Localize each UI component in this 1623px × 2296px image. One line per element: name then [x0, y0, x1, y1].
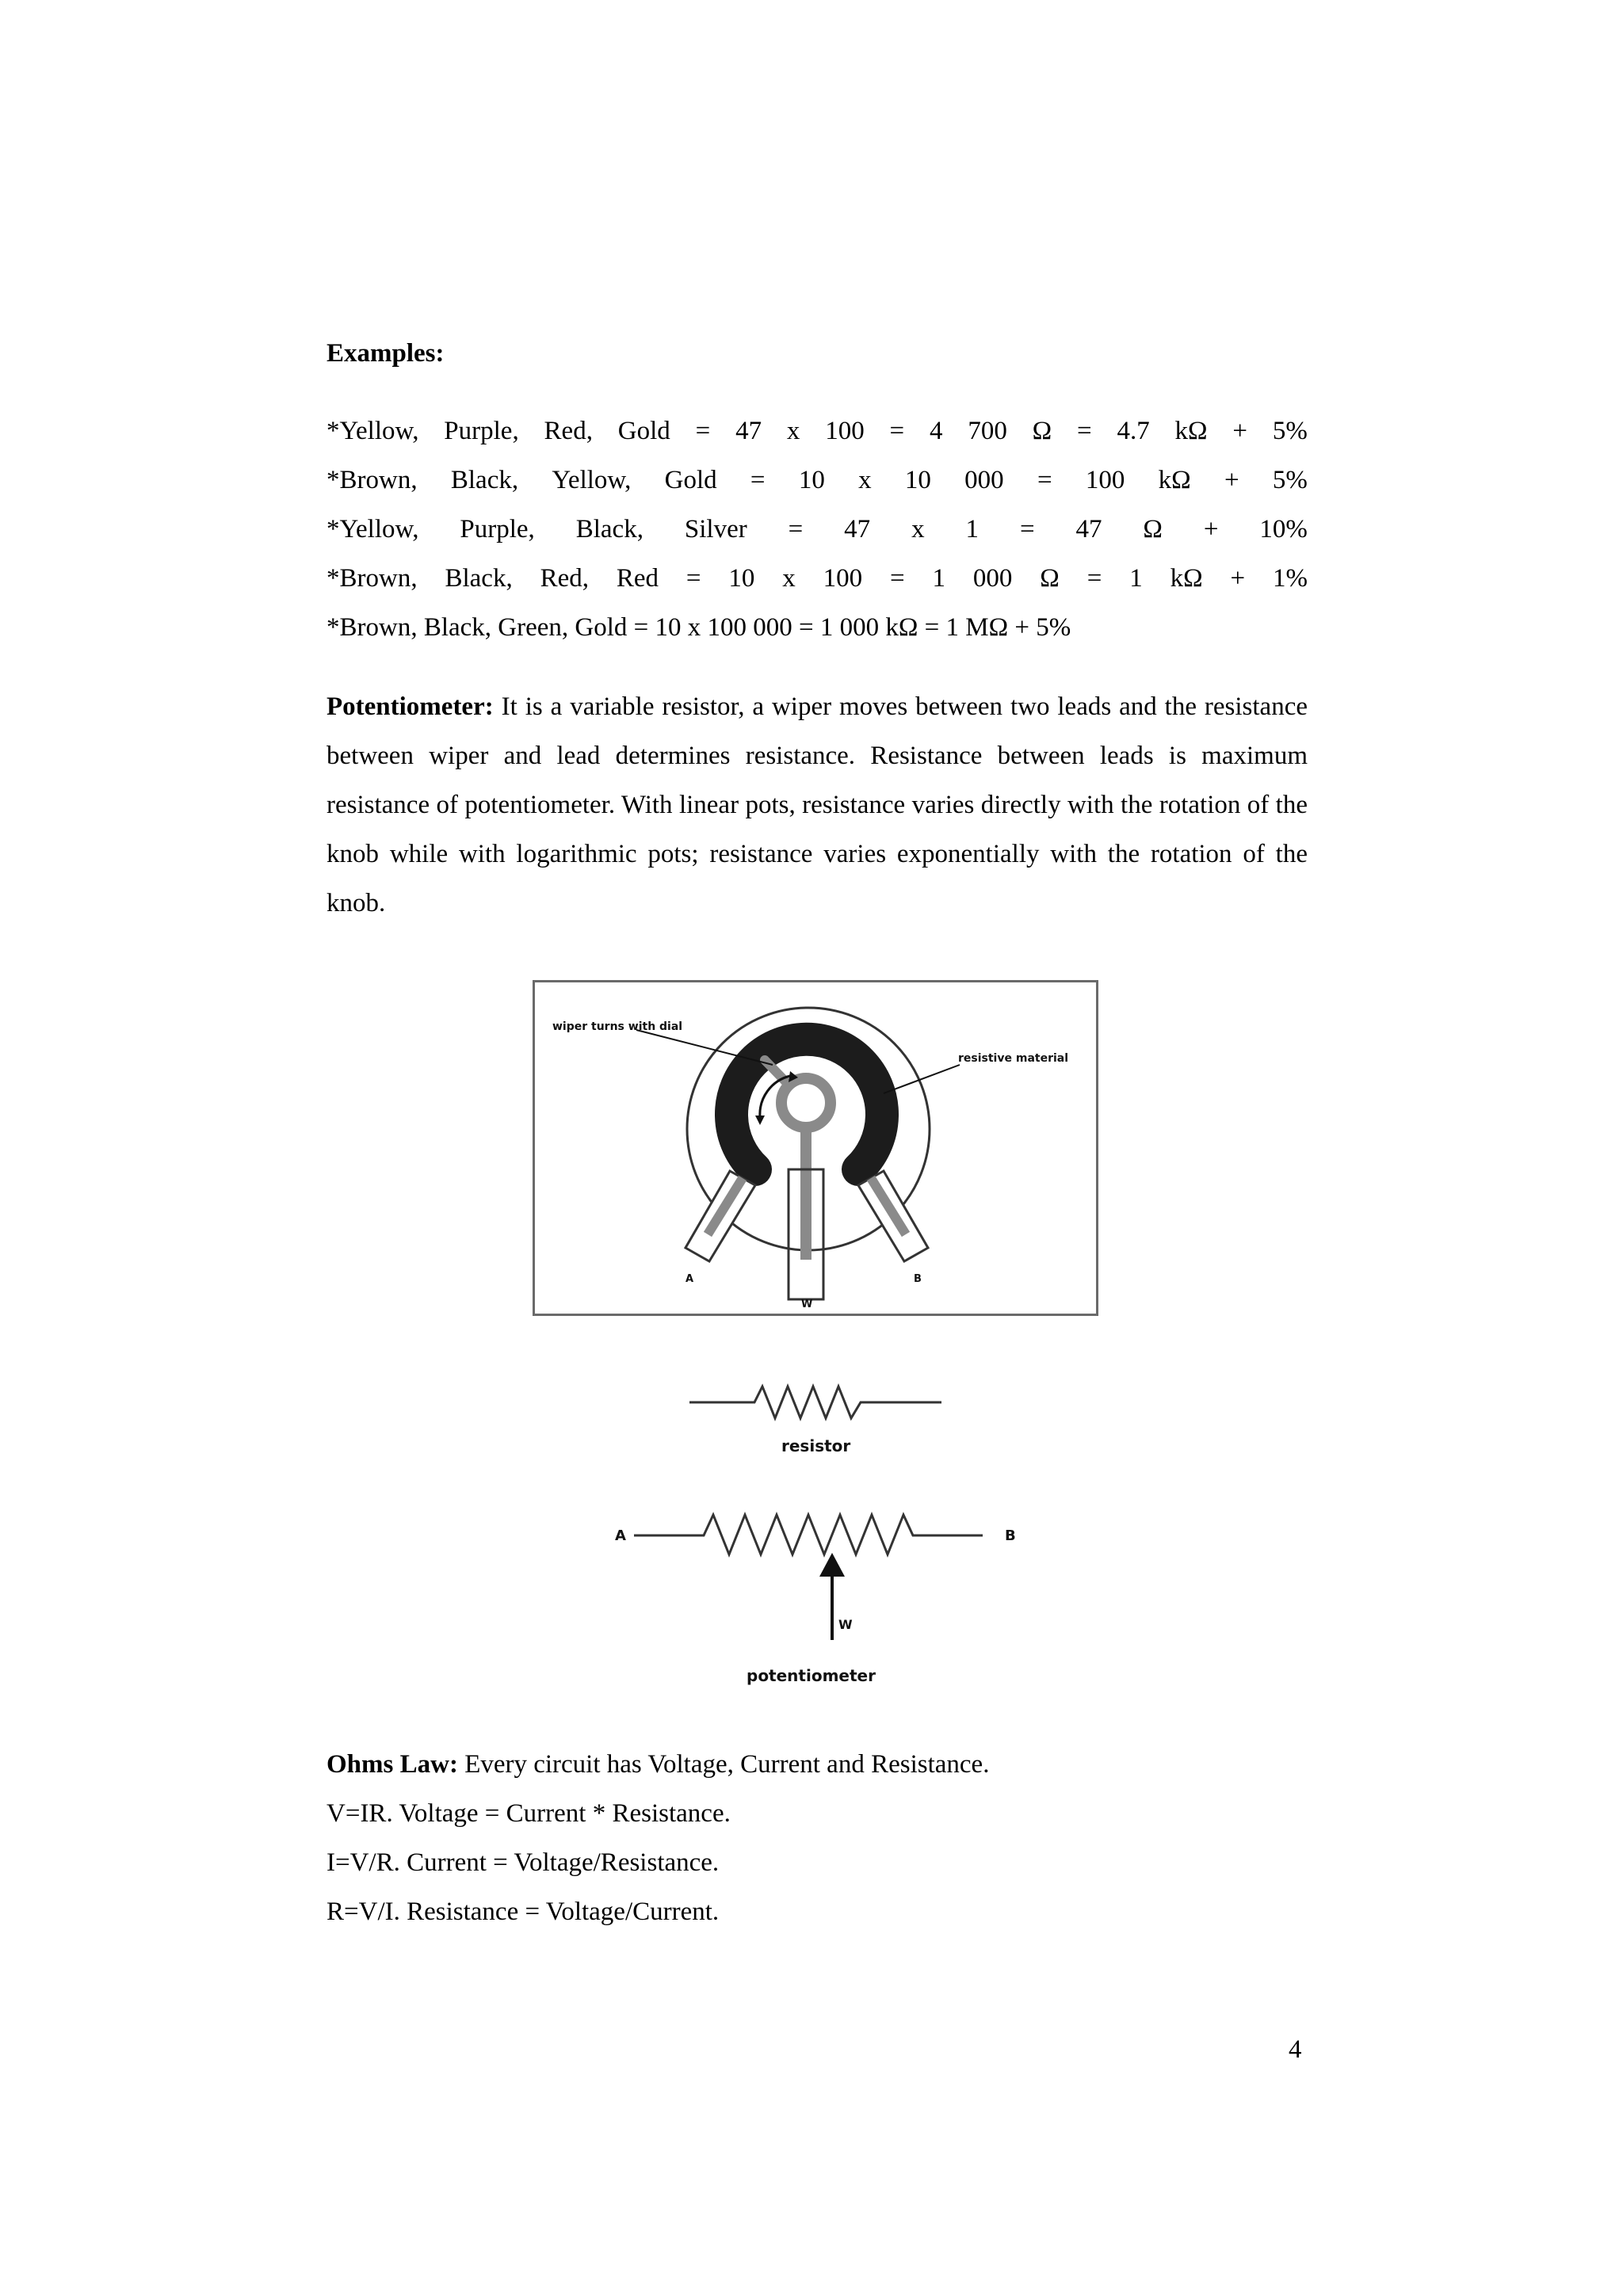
- example-token: Gold: [617, 417, 670, 445]
- resistor-zigzag: [689, 1386, 941, 1418]
- example-token: +: [1230, 564, 1246, 593]
- example-line-1: [327, 406, 1308, 456]
- example-token: x: [911, 515, 925, 543]
- example-token: Yellow,: [552, 466, 632, 494]
- example-token: =: [1086, 564, 1102, 593]
- pot-a-label: A: [615, 1527, 626, 1544]
- example-token: Red,: [544, 417, 593, 445]
- example-token: =: [890, 564, 905, 593]
- example-token: 10%: [1259, 515, 1308, 543]
- example-token: +: [1224, 466, 1239, 494]
- example-token: 10: [904, 466, 931, 494]
- example-token: Gold: [664, 466, 717, 494]
- example-token: 47: [735, 417, 762, 445]
- example-token: +: [1203, 515, 1219, 543]
- wiper-label: wiper turns with dial: [552, 1020, 683, 1033]
- example-line-2: [327, 456, 1308, 505]
- example-token: Ω: [1040, 564, 1060, 593]
- example-token: 100: [823, 564, 863, 593]
- example-line-3: [327, 505, 1308, 554]
- example-token: =: [788, 515, 804, 543]
- potentiometer-lead: Potentiometer:: [327, 692, 494, 721]
- example-token: =: [1037, 466, 1052, 494]
- potentiometer-figure: [533, 980, 1098, 1316]
- page-number: 4: [1289, 2035, 1302, 2064]
- example-token: *Yellow,: [327, 417, 419, 445]
- lead-a-label: A: [685, 1273, 694, 1285]
- example-token: 1: [932, 564, 946, 593]
- example-token: 10: [798, 466, 825, 494]
- ohms-law-voltage: V=IR. Voltage = Current * Resistance.: [327, 1799, 731, 1828]
- example-token: 000: [972, 564, 1013, 593]
- example-token: Purple,: [460, 515, 535, 543]
- example-token: 000: [964, 466, 1004, 494]
- example-token: =: [750, 466, 766, 494]
- material-label: resistive material: [958, 1052, 1069, 1065]
- example-token: *Brown,: [327, 564, 418, 593]
- pot-label: potentiometer: [747, 1666, 876, 1685]
- ohms-law-current: I=V/R. Current = Voltage/Resistance.: [327, 1848, 720, 1877]
- example-token: 5%: [1272, 466, 1308, 494]
- example-token: Ω: [1143, 515, 1163, 543]
- example-token: Purple,: [444, 417, 519, 445]
- pot-b-label: B: [1005, 1527, 1016, 1544]
- example-token: *Yellow,: [327, 515, 419, 543]
- pot-zigzag: [634, 1515, 983, 1554]
- example-token: 4.7: [1117, 417, 1150, 445]
- example-token: x: [786, 417, 800, 445]
- example-token: =: [695, 417, 711, 445]
- example-token: 1: [965, 515, 980, 543]
- example-token: 10: [728, 564, 755, 593]
- potentiometer-paragraph: [327, 682, 1308, 928]
- examples-list: [327, 406, 1308, 652]
- lead-b-label: B: [914, 1273, 922, 1285]
- example-token: Black,: [575, 515, 643, 543]
- example-token: +: [1232, 417, 1248, 445]
- example-token: =: [685, 564, 701, 593]
- resistor-symbol: [688, 1379, 945, 1458]
- example-token: 100: [825, 417, 865, 445]
- example-line-4: [327, 554, 1308, 603]
- example-token: =: [1019, 515, 1035, 543]
- example-token: 47: [1075, 515, 1102, 543]
- example-token: 100: [1085, 466, 1125, 494]
- example-token: 1%: [1272, 564, 1308, 593]
- example-token: =: [889, 417, 905, 445]
- potentiometer-symbol: [610, 1505, 1022, 1695]
- example-token: 5%: [1272, 417, 1308, 445]
- example-token: x: [858, 466, 872, 494]
- pot-w-label: W: [838, 1617, 853, 1632]
- example-token: x: [782, 564, 796, 593]
- example-token: Black,: [450, 466, 519, 494]
- wiper-arrow-icon: [819, 1553, 845, 1577]
- example-token: Silver: [684, 515, 747, 543]
- lead-w-label: W: [801, 1299, 813, 1310]
- ohms-law-text: Every circuit has Voltage, Current and Resistance.: [457, 1750, 990, 1779]
- example-token: =: [1077, 417, 1092, 445]
- resistor-label: resistor: [781, 1436, 851, 1455]
- ohms-law-intro: [327, 1740, 1308, 1789]
- example-token: Red: [616, 564, 659, 593]
- example-token: kΩ: [1158, 466, 1191, 494]
- ohms-law-resistance: R=V/I. Resistance = Voltage/Current.: [327, 1897, 720, 1926]
- example-token: 47: [844, 515, 871, 543]
- potentiometer-text: It is a variable resistor, a wiper moves between two leads and the resistance between wiper and lead determines resistance. Resistance between leads is maximum resistance of potentiometer. With linear pots, resistance varies directly with the rotation of the knob while with logarithmic pots; resistance varies exponentially with the rotation of the knob.: [327, 692, 1308, 917]
- example-token: kΩ: [1170, 564, 1203, 593]
- example-token: Ω: [1032, 417, 1052, 445]
- potentiometer-diagram: [535, 982, 1096, 1314]
- ohms-law-section: [327, 1740, 1308, 1936]
- example-token: 4: [930, 417, 943, 445]
- example-line-5: *Brown, Black, Green, Gold = 10 x 100 000 = 1 000 kΩ = 1 MΩ + 5%: [327, 613, 1071, 642]
- example-token: kΩ: [1174, 417, 1208, 445]
- example-token: Black,: [445, 564, 513, 593]
- example-token: 1: [1129, 564, 1143, 593]
- example-token: *Brown,: [327, 466, 418, 494]
- example-token: 700: [968, 417, 1007, 445]
- example-token: Red,: [540, 564, 589, 593]
- ohms-law-lead: Ohms Law:: [327, 1750, 458, 1779]
- examples-heading: Examples:: [327, 339, 445, 368]
